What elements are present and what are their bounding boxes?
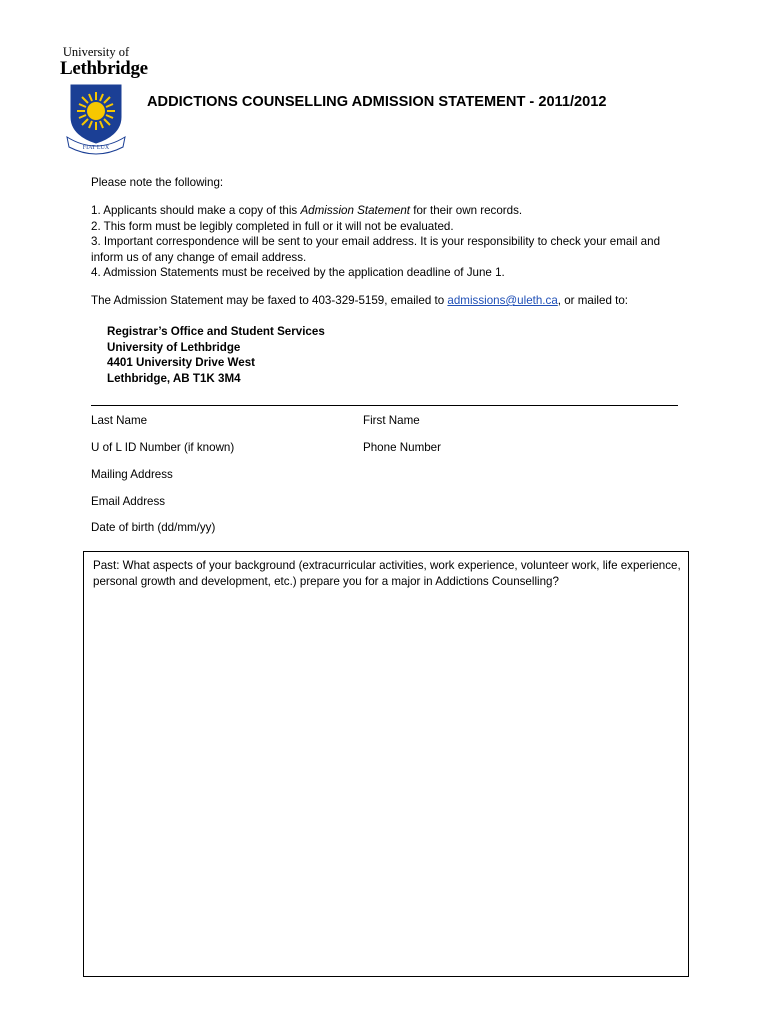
- university-crest-icon: [65, 83, 127, 155]
- last-name-field[interactable]: Last Name: [91, 414, 148, 427]
- first-name-field[interactable]: First Name: [363, 414, 420, 427]
- address-line-1: Registrar’s Office and Student Services: [107, 325, 325, 338]
- phone-number-field[interactable]: Phone Number: [363, 441, 441, 454]
- mailing-address-block: [107, 324, 325, 386]
- logo-motto: FIAT LUX: [82, 145, 110, 151]
- date-of-birth-field[interactable]: Date of birth (dd/mm/yy): [91, 521, 216, 534]
- divider: [91, 405, 678, 406]
- email-link[interactable]: admissions@uleth.ca: [447, 294, 558, 307]
- intro-text: Please note the following:: [91, 176, 224, 189]
- page-title: ADDICTIONS COUNSELLING ADMISSION STATEMENT - 2011/2012: [147, 94, 607, 110]
- note-4: 4. Admission Statements must be received by the application deadline of June 1.: [91, 266, 505, 279]
- note-3b: inform us of any change of email address.: [91, 250, 307, 264]
- address-line-2: University of Lethbridge: [107, 340, 241, 354]
- note-1: 1. Applicants should make a copy of this Admission Statement for their own records.: [91, 204, 523, 217]
- logo-line-2: Lethbridge: [60, 58, 148, 79]
- address-line-4: Lethbridge, AB T1K 3M4: [107, 371, 241, 385]
- past-response-box[interactable]: [83, 551, 689, 977]
- past-question: Past: What aspects of your background (extracurricular activities, work experience, volunteer work, life experience, personal growth and development, etc.) prepare you for a major in Addictions Counselling?: [93, 559, 681, 588]
- note-2: 2. This form must be legibly completed in full or it will not be evaluated.: [91, 219, 454, 233]
- notes-list: [91, 203, 660, 281]
- note-3a: 3. Important correspondence will be sent to your email address. It is your responsibility to check your email and: [91, 235, 661, 248]
- university-logo: [60, 45, 148, 155]
- logo-line-1: University of: [62, 45, 130, 59]
- id-number-field[interactable]: U of L ID Number (if known): [91, 441, 235, 454]
- contact-line: The Admission Statement may be faxed to 403-329-5159, emailed to admissions@uleth.ca, or mailed to:: [91, 294, 629, 307]
- address-line-3: 4401 University Drive West: [107, 356, 256, 369]
- email-address-field[interactable]: Email Address: [91, 495, 166, 508]
- mailing-address-field[interactable]: Mailing Address: [91, 468, 173, 481]
